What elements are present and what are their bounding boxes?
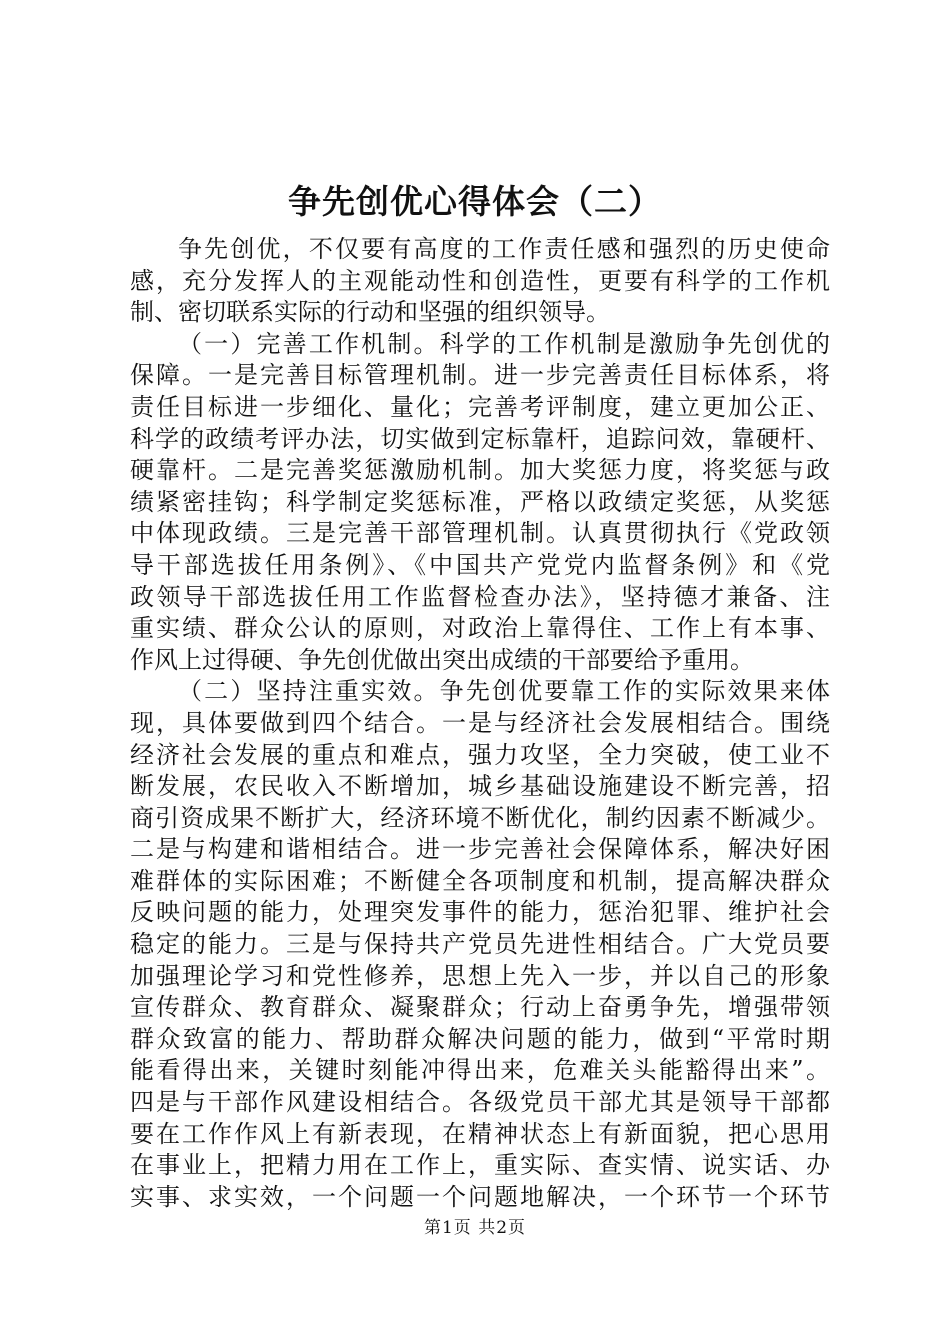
body-line: 能看得出来，关键时刻能冲得出来，危难关头能豁得出来”。 [130,1056,830,1085]
body-line: 现，具体要做到四个结合。一是与经济社会发展相结合。围绕 [130,708,830,737]
body-line: 二是与构建和谐相结合。进一步完善社会保障体系，解决好困 [130,835,830,864]
document-title: 争先创优心得体会（二） [288,182,662,221]
body-line: 群众致富的能力、帮助群众解决问题的能力，做到“平常时期 [130,1024,830,1053]
body-line: 重实绩、群众公认的原则，对政治上靠得住、工作上有本事、 [130,614,830,643]
body-line: 硬靠杆。二是完善奖惩激励机制。加大奖惩力度，将奖惩与政 [130,456,830,485]
body-line: 要在工作作风上有新表现，在精神状态上有新面貌，把心思用 [130,1119,830,1148]
body-line: 反映问题的能力，处理突发事件的能力，惩治犯罪、维护社会 [130,898,830,927]
body-line: 政领导干部选拔任用工作监督检查办法》，坚持德才兼备、注 [130,582,830,611]
body-line: 导干部选拔任用条例》、《中国共产党党内监督条例》和《党 [130,550,830,579]
body-line: 经济社会发展的重点和难点，强力攻坚，全力突破，使工业不 [130,740,830,769]
body-line: 在事业上，把精力用在工作上，重实际、查实情、说实话、办 [130,1151,830,1180]
body-line: 断发展，农民收入不断增加，城乡基础设施建设不断完善，招 [130,772,830,801]
body-line: 加强理论学习和党性修养，思想上先入一步，并以自己的形象 [130,961,830,990]
body-line: 商引资成果不断扩大，经济环境不断优化，制约因素不断减少。 [130,803,830,832]
body-line: 保障。一是完善目标管理机制。进一步完善责任目标体系，将 [130,361,830,390]
body-line: 中体现政绩。三是完善干部管理机制。认真贯彻执行《党政领 [130,519,830,548]
document-body [130,234,830,1213]
body-line: 宣传群众、教育群众、凝聚群众；行动上奋勇争先，增强带领 [130,993,830,1022]
body-line: 科学的政绩考评办法，切实做到定标靠杆，追踪问效，靠硬杆、 [130,424,830,453]
body-line: 绩紧密挂钩；科学制定奖惩标准，严格以政绩定奖惩，从奖惩 [130,487,830,516]
body-line: 感，充分发挥人的主观能动性和创造性，更要有科学的工作机 [130,266,830,295]
body-line: 稳定的能力。三是与保持共产党员先进性相结合。广大党员要 [130,930,830,959]
body-line: 责任目标进一步细化、量化；完善考评制度，建立更加公正、 [130,392,830,421]
body-line: （一）完善工作机制。科学的工作机制是激励争先创优的 [178,329,830,358]
page-footer: 第1页 共2页 [423,1218,527,1238]
body-line: 争先创优，不仅要有高度的工作责任感和强烈的历史使命 [178,235,830,263]
body-line: 制、密切联系实际的行动和坚强的组织领导。 [130,298,610,327]
body-line: 实事、求实效，一个问题一个问题地解决，一个环节一个环节 [130,1182,830,1211]
body-line: 作风上过得硬、争先创优做出突出成绩的干部要给予重用。 [130,645,754,674]
body-line: 难群体的实际困难；不断健全各项制度和机制，提高解决群众 [130,866,830,895]
body-line: （二）坚持注重实效。争先创优要靠工作的实际效果来体 [178,677,830,706]
body-line: 四是与干部作风建设相结合。各级党员干部尤其是领导干部都 [130,1088,830,1117]
